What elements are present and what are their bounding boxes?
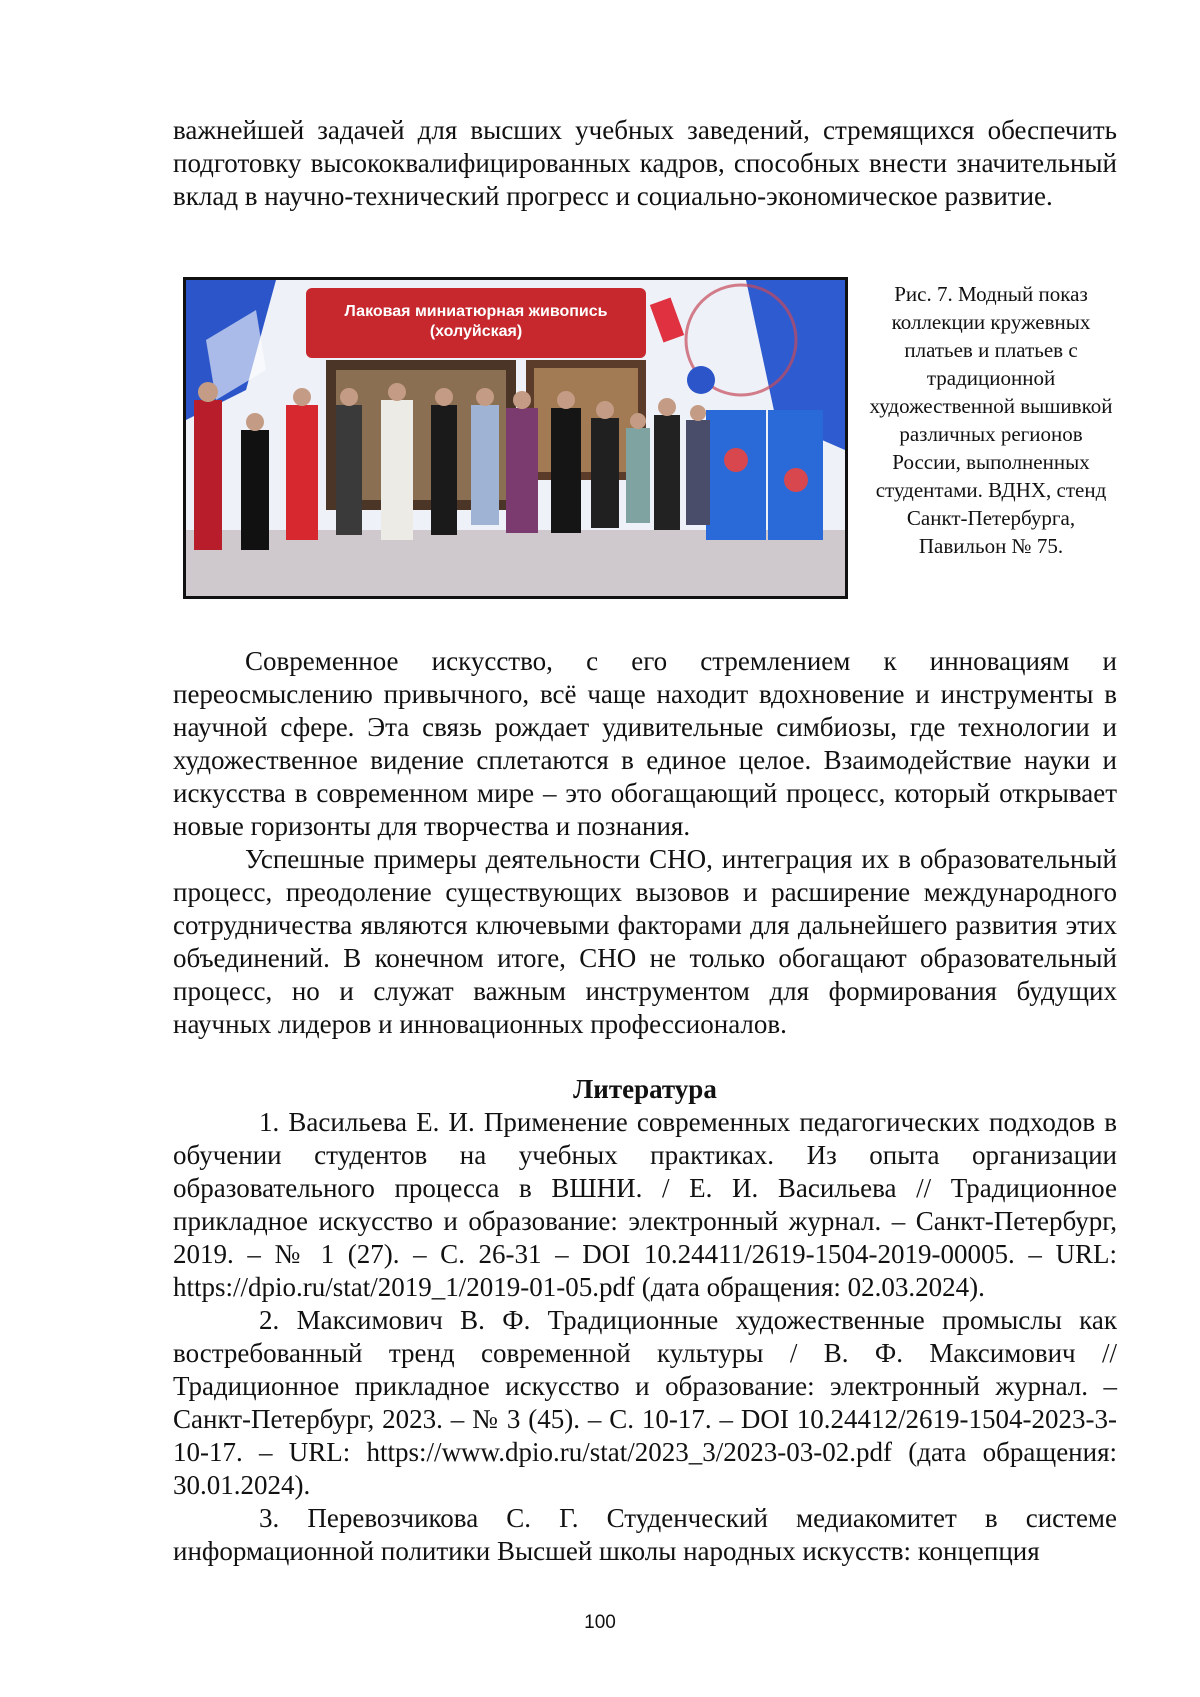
figure-photo — [183, 277, 848, 599]
body-text — [173, 645, 1117, 1041]
intro-text — [173, 114, 1117, 213]
banner-title: Лаковая миниатюрная живопись — [344, 303, 608, 320]
reference-item: 1. Васильева Е. И. Применение современных педагогических подходов в обучении студентов на учебных практиках. Из опыта организации образовательного процесса в ВШНИ. / Е. И. Васильева // Традиционное прикладное искусство и образование: электронный журнал. – Санкт-Петербург, 2019. – № 1 (27). – С. 26-31 – DOI 10.24411/2619-1504-2019-00005. – URL: https://dpio.ru/stat/2019_1/2019-01-05.pdf (дата обращения: 02.03.2024). — [173, 1107, 1117, 1302]
reference-item: 2. Максимович В. Ф. Традиционные художественные промыслы как востребованный тренд современной культуры / В. Ф. Максимович // Традиционное прикладное искусство и образование: электронный журнал. – Санкт-Петербург, 2023. – № 3 (45). – С. 10-17. – DOI 10.24412/2619-1504-2023-3-10-17. – URL: https://www.dpio.ru/stat/2023_3/2023-03-02.pdf (дата обращения: 30.01.2024). — [173, 1305, 1117, 1500]
page-number: 100 — [584, 1612, 616, 1633]
literature-heading: Литература — [573, 1074, 717, 1104]
figure-caption: Рис. 7. Модный показ коллекции кружевных платьев и платьев с традиционной художественной вышивкой различных регионов России, выполненных студентами. ВДНХ, стенд Санкт-Петербурга, Павильон № 75. — [869, 282, 1113, 558]
body-paragraph-1: Современное искусство, с его стремлением к инновациям и переосмыслению привычного, всё чаще находит вдохновение и инструменты в научной сфере. Эта связь рождает удивительные симбиозы, где технологии и художественное видение сплетаются в единое целое. Взаимодействие науки и искусства в современном мире – это обогащающий процесс, который открывает новые горизонты для творчества и познания. — [173, 646, 1117, 841]
reference-item: 3. Перевозчикова С. Г. Студенческий медиакомитет в системе информационной политики Высшей школы народных искусств: концепция — [173, 1503, 1117, 1566]
body-paragraph-2: Успешные примеры деятельности СНО, интеграция их в образовательный процесс, преодоление существующих вызовов и расширение международного сотрудничества являются ключевыми факторами для дальнейшего развития этих объединений. В конечном итоге, СНО не только обогащают образовательный процесс, но и служат важным инструментом для формирования будущих научных лидеров и инновационных профессионалов. — [173, 844, 1117, 1039]
intro-paragraph: важнейшей задачей для высших учебных заведений, стремящихся обеспечить подготовку высококвалифицированных кадров, способных внести значительный вклад в научно-технический прогресс и социально-экономическое развитие. — [173, 115, 1117, 211]
reference-list — [173, 1106, 1117, 1568]
fashion-show-photo — [186, 280, 845, 596]
svg-text:(холуйская): (холуйская) — [429, 323, 523, 340]
